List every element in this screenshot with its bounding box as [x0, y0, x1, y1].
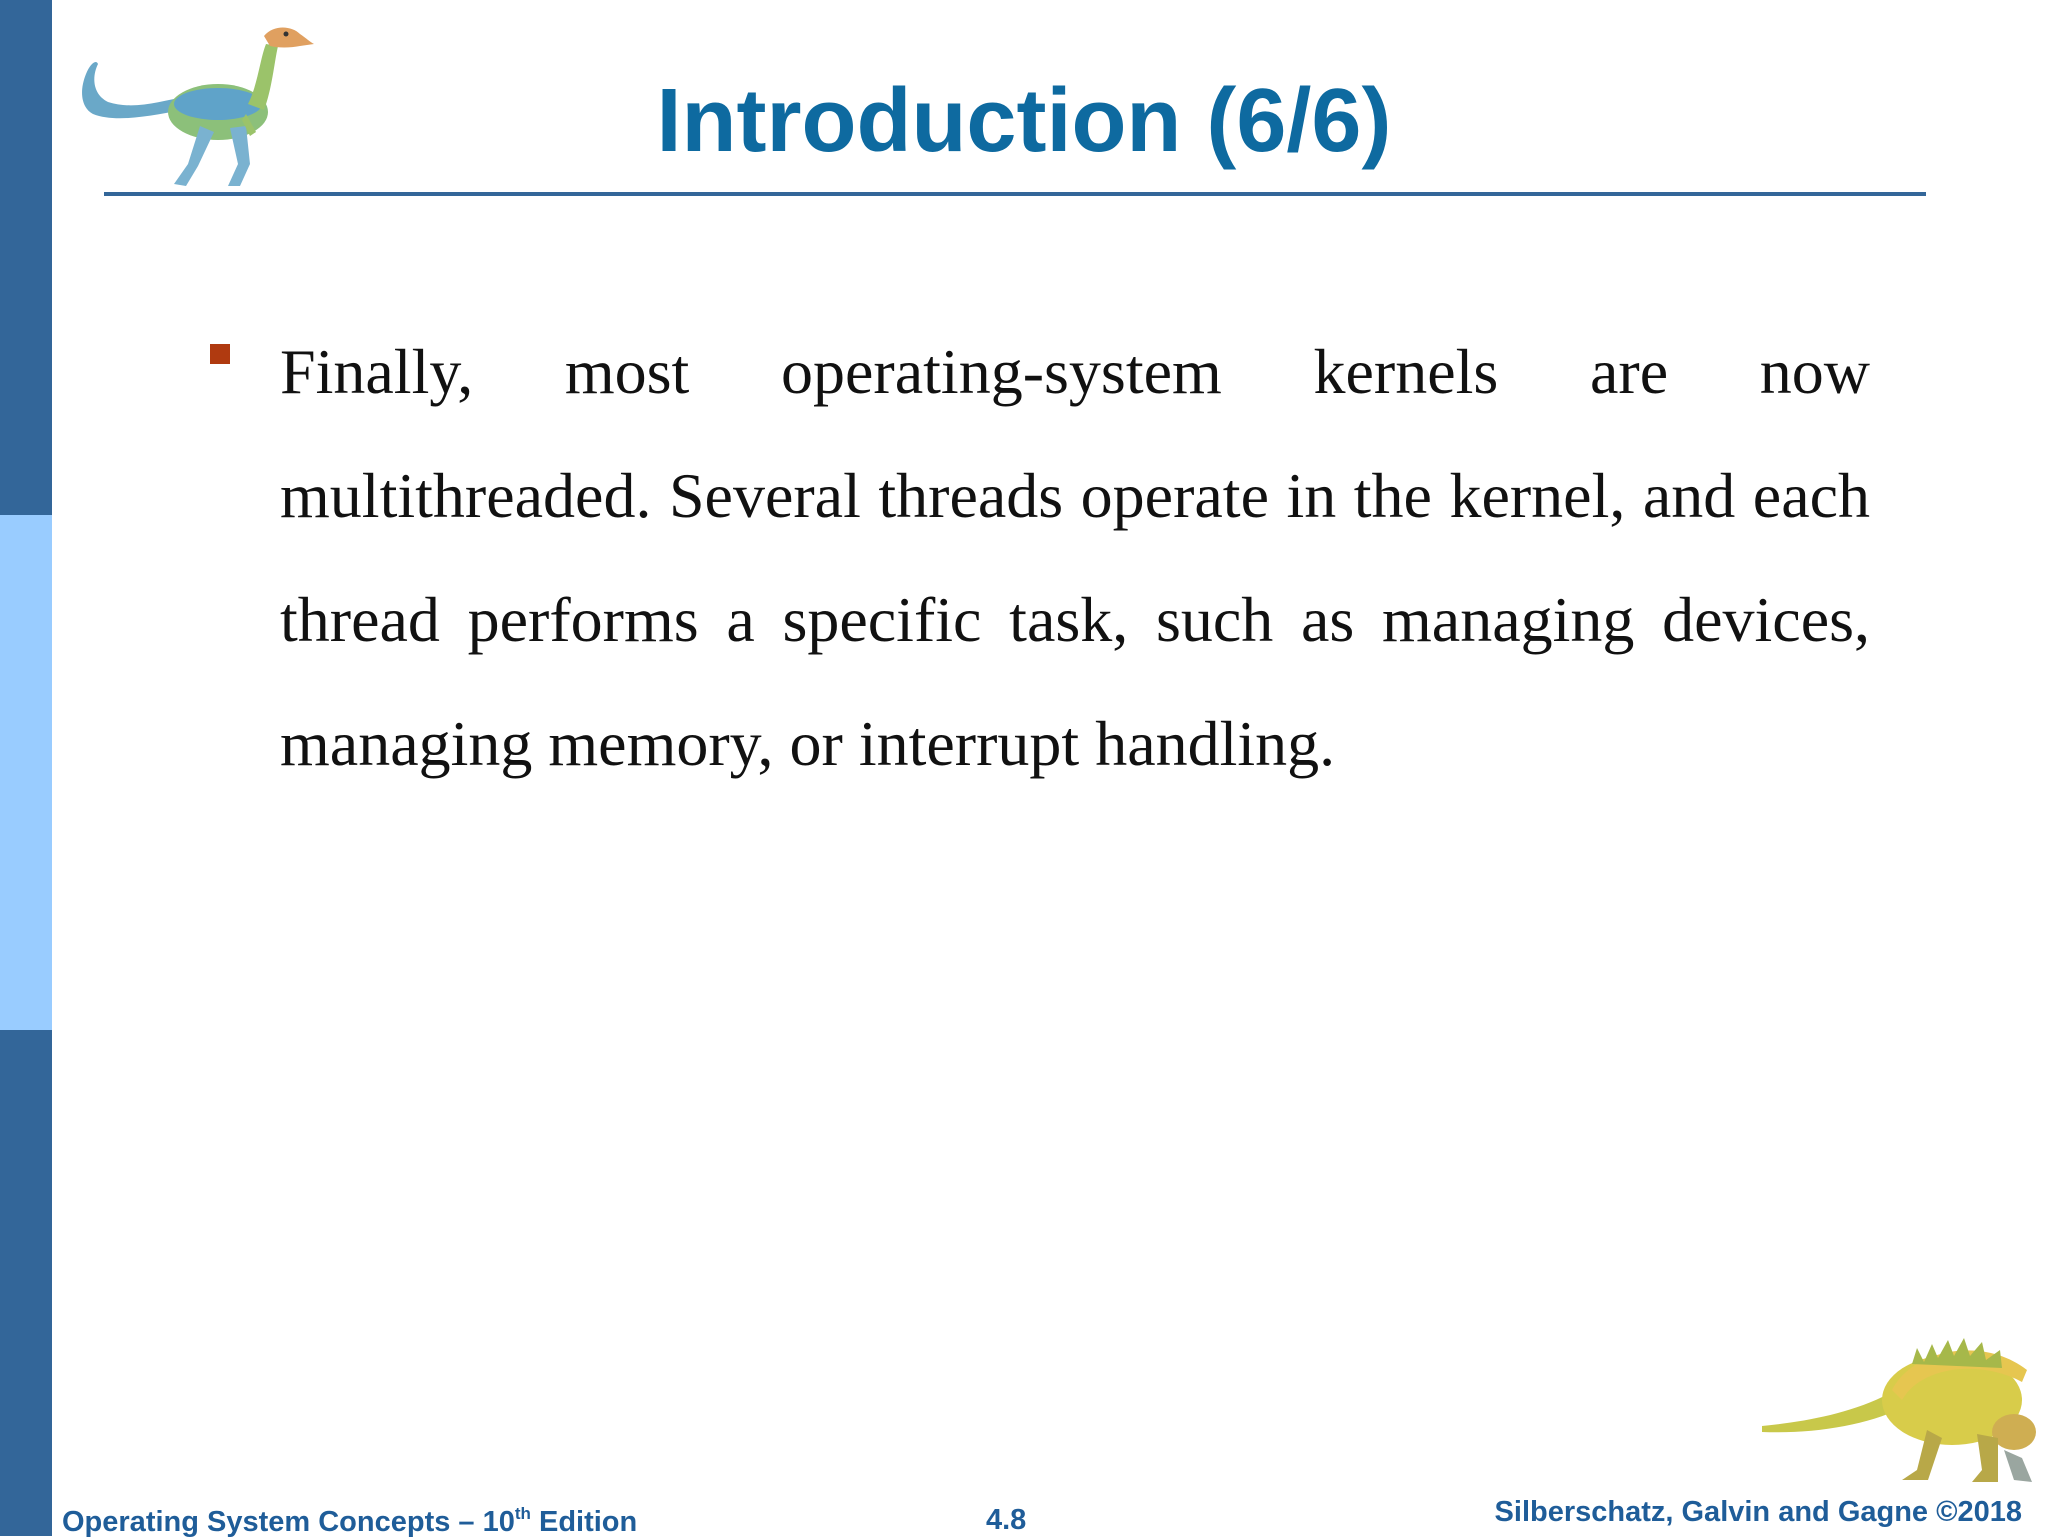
bullet-text: Finally, most operating-system kernels are now multithreaded. Several threads operate in the kernel, and each thread performs a specific task, such as managing devices, managing memory, or interrupt handling.: [280, 336, 1870, 779]
slide-title: Introduction (6/6): [656, 71, 1392, 171]
title-divider: [104, 192, 1926, 196]
footer-book-title: [62, 1504, 637, 1539]
dinosaur-crouching-icon: [1752, 1330, 2042, 1490]
sidebar-band-bottom: [0, 1030, 52, 1536]
footer-copyright: Silberschatz, Galvin and Gagne ©2018: [1494, 1496, 2022, 1528]
footer-book-prefix: Operating System Concepts – 10: [62, 1506, 515, 1538]
footer-book-superscript: th: [514, 1504, 531, 1523]
sidebar-band-middle: [0, 515, 52, 1030]
footer-page-number: 4.8: [986, 1504, 1027, 1536]
footer-book-suffix: Edition: [530, 1506, 638, 1538]
bullet-square-icon: [210, 344, 230, 364]
